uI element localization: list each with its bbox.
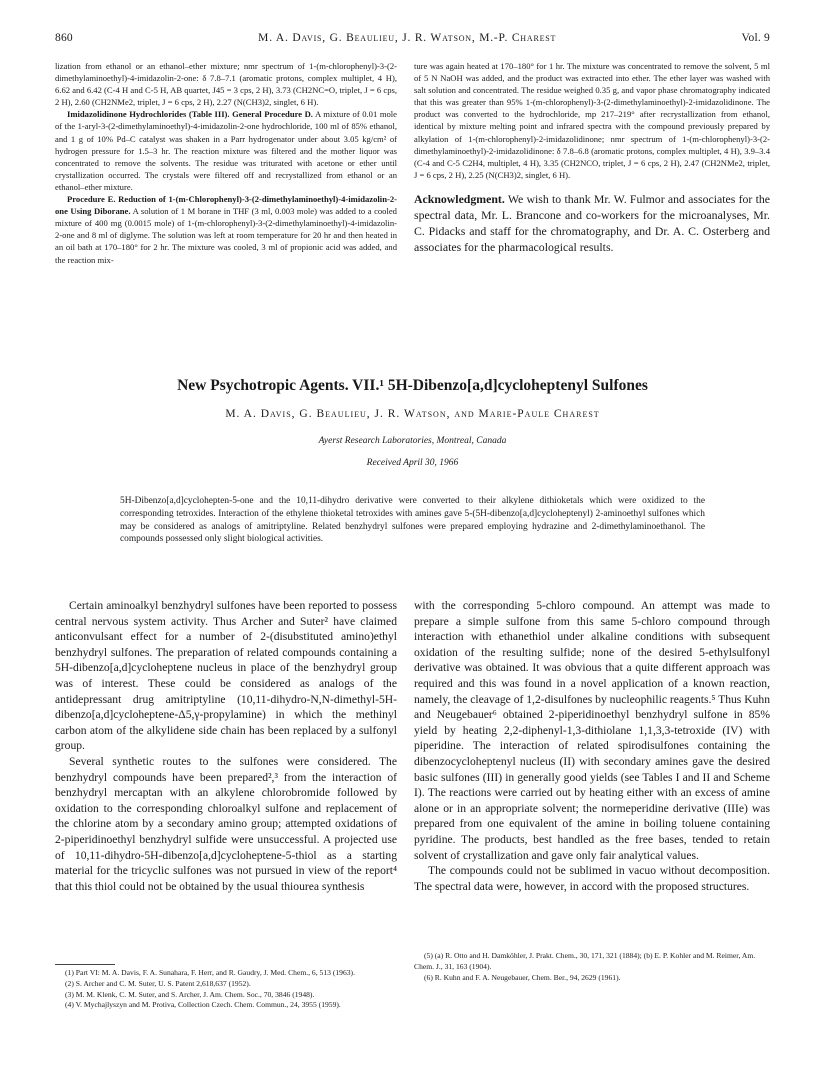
paragraph: Several synthetic routes to the sulfones were considered. The benzhydryl compounds have been prepared²,³ from the interaction of benzhydryl mercaptan with an alkylene chlorobromide followed by oxidation to the corresponding chloroalkyl sulfone and replacement of the chlorine atom by a secondary amino group; attempted oxidations of 2-piperidinoethyl benzhydryl sulfide were unsuccessful. A projected use of 10,11-dihydro-5H-dibenzo[a,d]cycloheptene-5-thiol as a starting material for the tricyclic sulfones was not pursued in view of the report⁴ that this thiol could not be obtained by the usual thiourea synthesis (55, 754, 397, 893)
article-authors: M. A. Davis, G. Beaulieu, J. R. Watson, and Marie-Paule Charest (225, 408, 600, 420)
footnotes-right (414, 951, 770, 983)
footnote-rule (55, 964, 115, 965)
body-left-column (55, 598, 397, 894)
acknowledgment (414, 191, 770, 255)
paragraph: The compounds could not be sublimed in vacuo without decomposition. The spectral data were, however, in accord with the proposed structures. (414, 864, 770, 893)
paragraph-text: A solution of 1 M borane in THF (3 ml, 0.003 mole) was added to a cooled mixture of 400 mg (0.0015 mole) of 1-(m-chlorophenyl)-3-(2-dimethylaminoethyl)-4-imidazolin-2-one and 8 ml of diglyme. The solution was left at room temperature for 20 hr and then heated in an oil bath at 170–180° for 2 hr. The mixture was cooled, 3 ml of propionic acid was added, and the reaction mix- (55, 206, 397, 265)
acknowledgment-heading: Acknowledgment. (414, 191, 505, 206)
paragraph (55, 193, 397, 266)
previous-article-left-column (55, 60, 397, 266)
footnote: (3) M. M. Klenk, C. M. Suter, and S. Archer, J. Am. Chem. Soc., 70, 3846 (1948). (65, 989, 315, 999)
footnote: (6) R. Kuhn and F. A. Neugebauer, Chem. Ber., 94, 2629 (1961). (424, 972, 621, 982)
previous-article-right-column (414, 60, 770, 255)
affiliation: Ayerst Research Laboratories, Montreal, Canada (318, 436, 507, 446)
volume-label: Vol. 9 (741, 32, 770, 44)
section-heading: Procedure E. Reduction of 1-(m-Chlorophenyl)-3-(2-dimethylaminoethyl)-4-imidazolin-2-one Using Diborane. (55, 194, 397, 217)
paragraph-text: A mixture of 0.01 mole of the 1-aryl-3-(2-dimethylaminoethyl)-4-imidazolin-2-one hydrochloride, 100 ml of 85% ethanol, and 1 g of 10% Pd–C catalyst was shaken in a Parr hydrogenator under about 3.05 kg/cm² of hydrogen pressure for 1.5–3 hr. The reaction mixture was filtered and the mother liquor was concentrated to remove the solvents. The residue was triturated with acetone or ether until crystallization occurred. The crystals were filtered off and recrystallized from ethanol or an ethanol–ether mixture. (55, 109, 397, 192)
footnote: (4) V. Mychajlyszyn and M. Protiva, Collection Czech. Chem. Commun., 24, 3955 (1959). (65, 1000, 341, 1010)
footnote: (1) Part VI: M. A. Davis, F. A. Sunahara, F. Herr, and R. Gaudry, J. Med. Chem., 6, 513 (1963). (65, 968, 355, 977)
running-head-authors: M. A. Davis, G. Beaulieu, J. R. Watson, M.-P. Charest (258, 32, 557, 44)
footnote: (5) (a) R. Otto and H. Damköhler, J. Prakt. Chem., 30, 171, 321 (1884); (b) E. P. Kohler and M. Reimer, Am. Chem. J., 31, 163 (1904). (414, 951, 756, 971)
paragraph: Certain aminoalkyl benzhydryl sulfones have been reported to possess central nervous system activity. Thus Archer and Suter² have claimed anticonvulsant effect for a number of 2-(disubstituted amino)ethyl benzhydryl sulfones. The preparation of related compounds containing a 5H-dibenzo[a,d]cycloheptene nucleus in place of the benzhydryl group was of interest. These could be considered as analogs of the antidepressant drug amitriptyline (10,11-dihydro-N,N-dimethyl-5H-dibenzo[a,d]cycloheptene-Δ5,γ-propylamine) in which the methinyl carbon atom of the alkylidene side chain has been replaced by a sulfonyl group. (55, 599, 397, 753)
paragraph (55, 108, 397, 193)
abstract: 5H-Dibenzo[a,d]cyclohepten-5-one and the 10,11-dihydro derivative were converted to their alkylene dithioketals which were oxidized to the corresponding tetroxides. Interaction of the ethylene thioketal tetroxides with amines gave 5-(5H-dibenzo[a,d]cycloheptenyl) 2-aminoethyl sulfones which may be considered as analogs of amitriptyline. Related benzhydryl sulfones were prepared employing hydrazine and 2-dimethylaminoethanol. The compounds possessed only slight biological activities. (120, 496, 705, 545)
acknowledgment-text: We wish to thank Mr. W. Fulmor and associates for the spectral data, Mr. L. Brancone and co-workers for the microanalyses, Mr. C. Pidacks and staff for the chromatography, and Dr. A. C. Osterberg and associates for the pharmacological results. (414, 191, 770, 254)
page-number: 860 (55, 32, 73, 44)
section-heading: Imidazolidinone Hydrochlorides (Table III). General Procedure D. (67, 109, 313, 120)
paragraph: ture was again heated at 170–180° for 1 hr. The mixture was concentrated to remove the solvent, 5 ml of 5 N NaOH was added, and the product was extracted into ether. The ether layer was washed with salt solution and concentrated. The residue weighed 0.35 g, and vapor phase chromatography indicated that this was greater than 95% 1-(m-chlorophenyl)-3-(2-dimethylaminoethyl)-2-imidazolidinone. The product was converted to the hydrochloride, mp 217–219° after recrystallization from ethanol, identical by mixture melting point and infrared spectra with the compound previously prepared by alkylation of 1-(m-chlorophenyl)-2-imidazolidinone; nmr spectrum of 1-(m-chlorophenyl)-3-(2-dimethylaminoethyl)-2-imidazolidinone: δ 7.8–6.8 (aromatic protons, complex multiplet, 4 H), 3.9–3.4 (C-4 and C-5 C2H4, multiplet, 4 H), 3.35 (CH2NCO, triplet, J = 6 cps, 2 H), 2.47 (CH2NMe2, triplet, J = 6 cps, 2 H), 2.25 (N(CH3)2, singlet, 6 H). (414, 61, 770, 180)
footnotes-left (55, 964, 397, 1011)
paragraph: lization from ethanol or an ethanol–ether mixture; nmr spectrum of 1-(m-chlorophenyl)-3-(2-dimethylaminoethyl)-4-imidazolin-2-one: δ 7.8–7.1 (aromatic protons, complex multiplet, 4 H), 6.62 and 6.42 (C-4 H and C-5 H, AB quartet, J45 = 3 cps, 2 H), 3.73 (CH2NC=O, triplet, J = 6 cps, 2 H), 2.60 (CH2NMe2, triplet, J = 6 cps, 2 H), 2.27 (N(CH3)2, singlet, 6 H). (55, 61, 397, 108)
article-title: New Psychotropic Agents. VII.¹ 5H-Dibenzo[a,d]cycloheptenyl Sulfones (177, 377, 648, 394)
received-date: Received April 30, 1966 (366, 458, 459, 468)
running-head (55, 32, 770, 44)
footnote: (2) S. Archer and C. M. Suter, U. S. Patent 2,618,637 (1952). (65, 978, 251, 988)
paragraph: with the corresponding 5-chloro compound. An attempt was made to prepare a simple sulfone from this same 5-chloro compound through interaction with ethanethiol under alkaline conditions with subsequent oxidation of the resulting sulfide; none of the desired 5-ethylsulfonyl derivative was obtained. It was obvious that a quite different approach was required and this was found in a novel application of a known reaction, namely, the cleavage of 1,2-disulfones by nucleophilic reagents.⁵ Thus Kuhn and Neugebauer⁶ obtained 2-piperidinoethyl benzhydryl sulfone in 85% yield by heating 2,2-diphenyl-1,3-dithiolane 1,1,3,3-tetroxide (IV) with piperidine. The interaction of related spirodisulfones containing the dibenzocycloheptenyl nucleus (II) with secondary amines gave the desired basic sulfones (III) in generally good yields (see Tables I and II and Scheme I). The reactions were carried out by heating either with an excess of amine alone or in an appropriate solvent; the normeperidine derivative (IIIe) was prepared from one equivalent of the amine in boiling toluene containing pyridine. The products, best handled as the free bases, tended to retain solvent of crystallization and gave only fair analytical values. (414, 599, 770, 862)
body-right-column (414, 598, 770, 894)
